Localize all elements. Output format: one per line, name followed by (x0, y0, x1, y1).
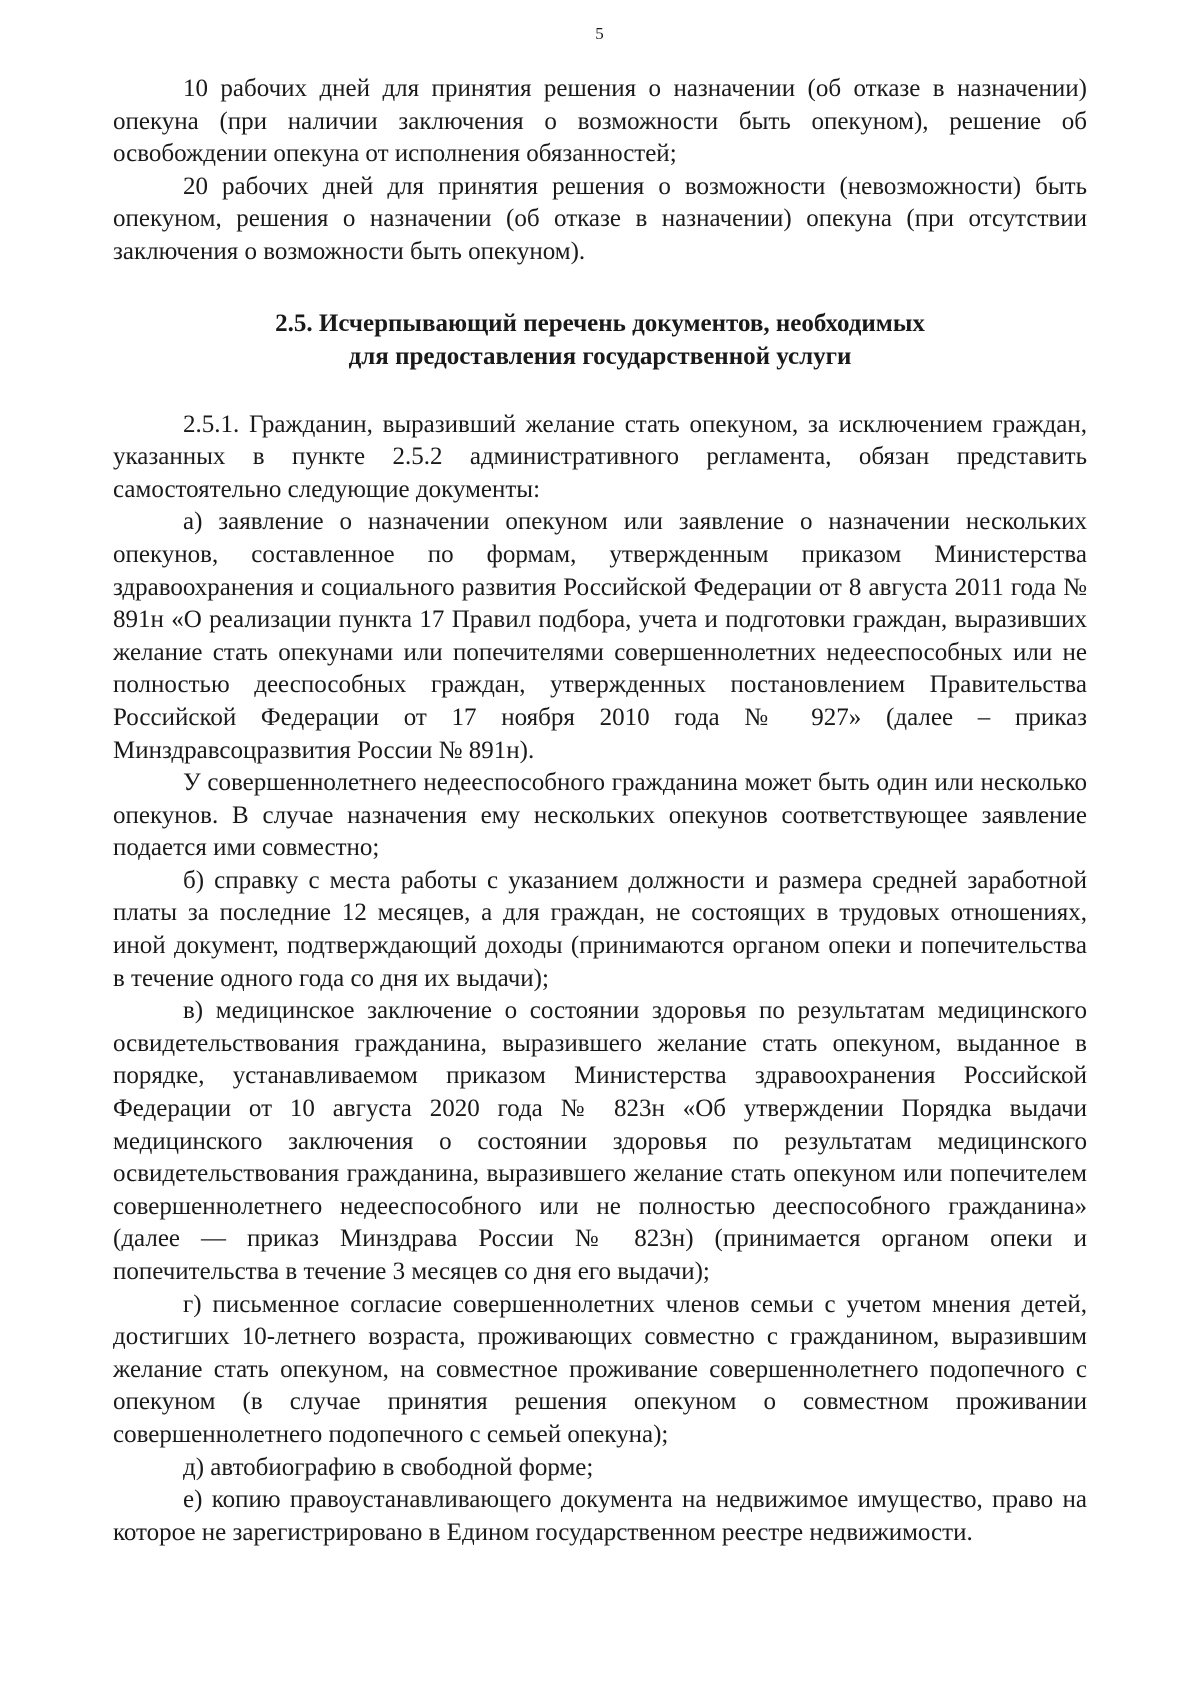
section-heading (113, 307, 1087, 373)
paragraph-2-5-1: 2.5.1. Гражданин, выразивший желание стать опекуном, за исключением граждан, указанных в пункте 2.5.2 административного регламента, обязан представить самостоятельно следующие документы: (113, 410, 1087, 503)
paragraph-item-d: д) автобиографию в свободной форме; (183, 1453, 594, 1481)
paragraph-item-g: г) письменное согласие совершеннолетних членов семьи с учетом мнения детей, достигших 10-летнего возраста, проживающих совместно с гражданином, выразившим желание стать опекуном, на совместное проживание совершеннолетнего подопечного с опекуном (в случае принятия решения опекуном о совместном проживании совершеннолетнего подопечного с семьей опекуна); (113, 1290, 1087, 1448)
paragraph-item-e: е) копию правоустанавливающего документа на недвижимое имущество, право на которое не зарегистрировано в Едином государственном реестре недвижимости. (113, 1486, 1087, 1546)
paragraph-item-a: а) заявление о назначении опекуном или заявление о назначении нескольких опекунов, составленное по формам, утвержденным приказом Министерства здравоохранения и социального развития Российской Федерации от 8 августа 2011 года № 891н «О реализации пункта 17 Правил подбора, учета и подготовки граждан, выразивших желание стать опекунами или попечителями совершеннолетних недееспособных или не полностью дееспособных граждан, утвержденных постановлением Правительства Российской Федерации от 17 ноября 2010 года № 927» (далее – приказ Минздравсоцразвития России № 891н). (113, 508, 1087, 764)
paragraph-deadline-10-days: 10 рабочих дней для принятия решения о назначении (об отказе в назначении) опекуна (при наличии заключения о возможности быть опекуном), решение об освобождении опекуна от исполнения обязанностей; (113, 75, 1087, 168)
page-number: 5 (595, 24, 605, 43)
section-heading-line-2: для предоставления государственной услуги (348, 342, 852, 370)
paragraph-item-v: в) медицинское заключение о состоянии здоровья по результатам медицинского освидетельствования гражданина, выразившего желание стать опекуном, выданное в порядке, устанавливаемом приказом Министерства здравоохранения Российской Федерации от 10 августа 2020 года № 823н «Об утверждении Порядка выдачи медицинского заключения о состоянии здоровья по результатам медицинского освидетельствования гражданина, выразившего желание стать опекуном или попечителем совершеннолетнего недееспособного или не полностью дееспособного гражданина» (далее — приказ Минздрава России № 823н) (принимается органом опеки и попечительства в течение 3 месяцев со дня его выдачи); (113, 997, 1087, 1285)
paragraph-several-guardians: У совершеннолетнего недееспособного гражданина может быть один или несколько опекунов. В случае назначения ему нескольких опекунов соответствующее заявление подается ими совместно; (113, 769, 1087, 862)
document-body (113, 73, 1087, 1549)
section-heading-line-1: 2.5. Исчерпывающий перечень документов, необходимых (275, 309, 925, 337)
paragraph-item-b: б) справку с места работы с указанием должности и размера средней заработной платы за последние 12 месяцев, а для граждан, не состоящих в трудовых отношениях, иной документ, подтверждающий доходы (принимаются органом опеки и попечительства в течение одного года со дня их выдачи); (113, 866, 1087, 992)
paragraph-deadline-20-days: 20 рабочих дней для принятия решения о возможности (невозможности) быть опекуном, решения о назначении (об отказе в назначении) опекуна (при отсутствии заключения о возможности быть опекуном). (113, 172, 1087, 265)
